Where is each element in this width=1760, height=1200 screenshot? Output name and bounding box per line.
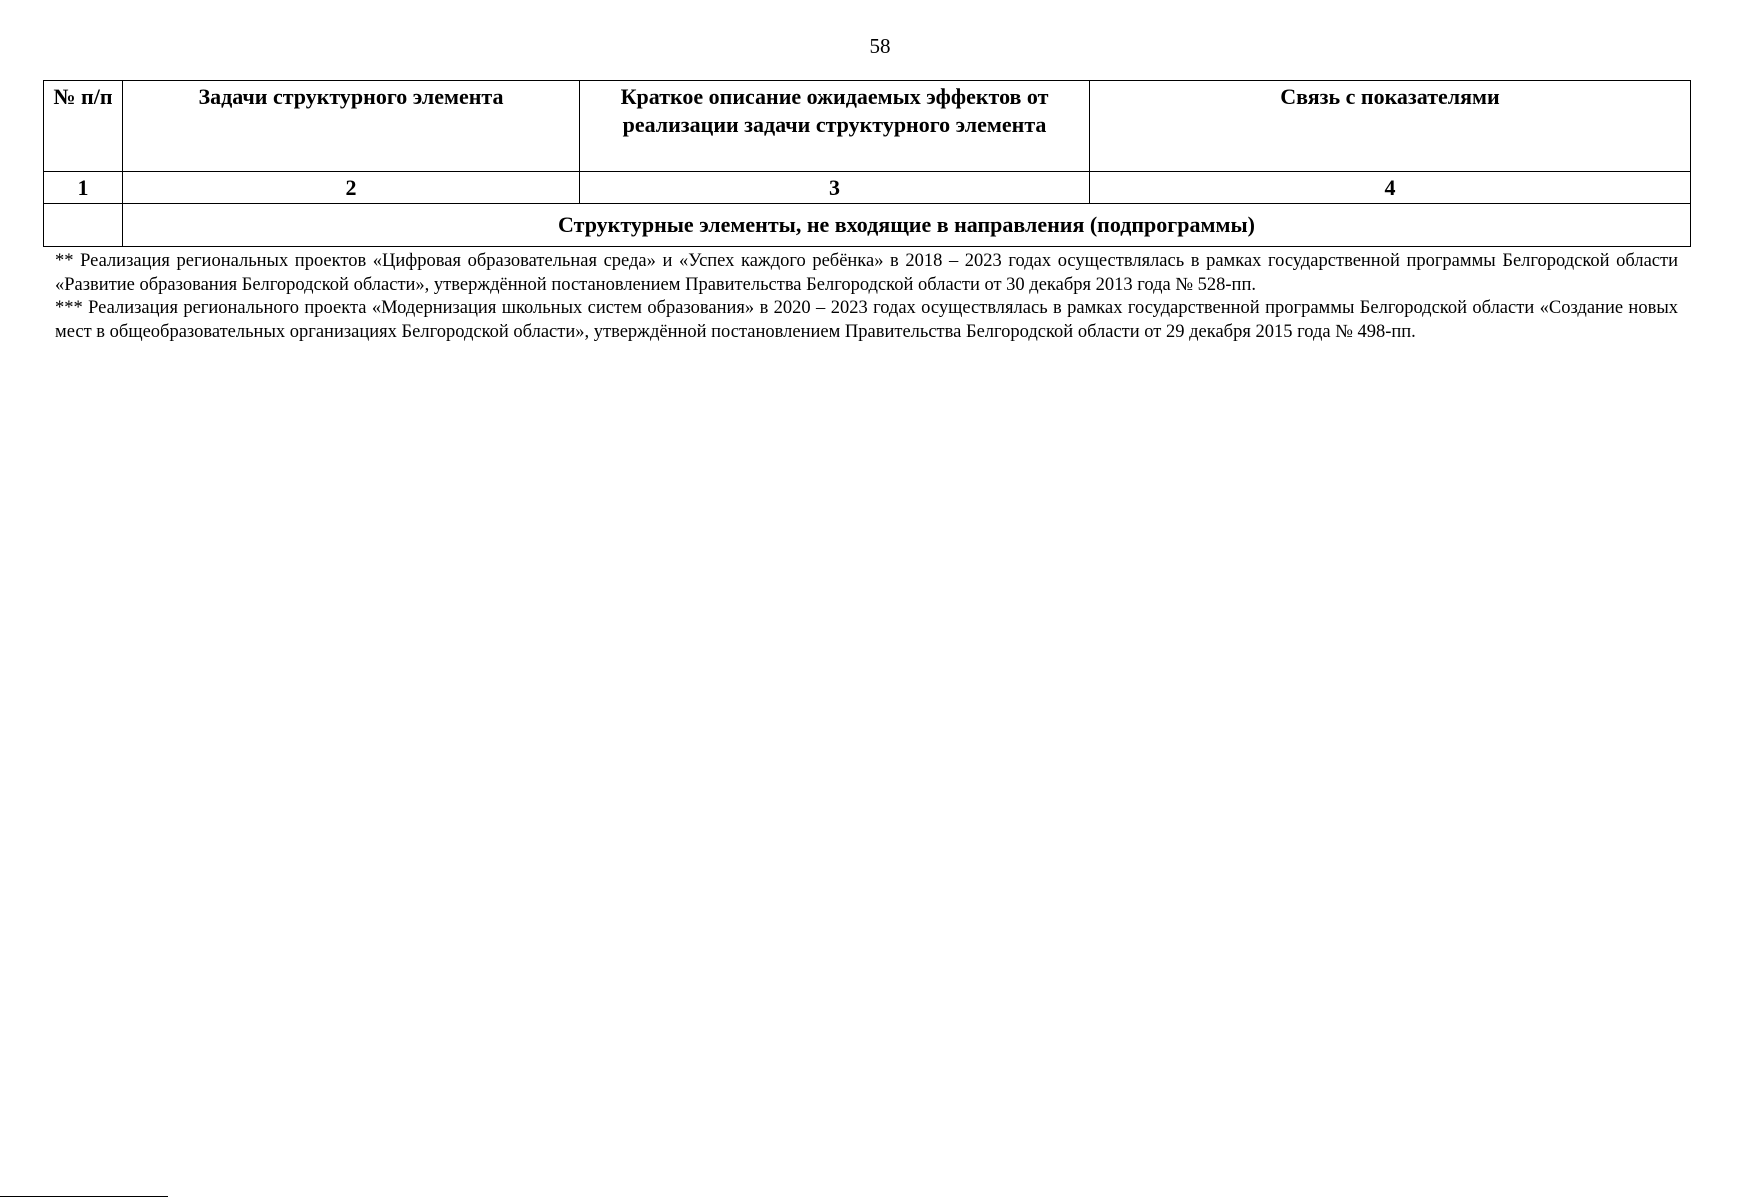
header-indicators: Связь с показателями <box>1090 81 1691 172</box>
footnote-double-asterisk: ** Реализация региональных проектов «Цифровая образовательная среда» и «Успех каждого ребёнка» в 2018 – 2023 годах осуществлялась в рамках государственной программы Белгородской области «Развитие образования Белгородской области», утверждённой постановлением Правительства Белгородской области от 30 декабря 2013 года № 528-пп. <box>55 251 1678 295</box>
section-title: Структурные элементы, не входящие в направления (подпрограммы) <box>123 204 1691 247</box>
section-row <box>44 204 1691 247</box>
header-effects: Краткое описание ожидаемых эффектов от реализации задачи структурного элемента <box>580 81 1090 172</box>
structural-elements-table <box>43 80 1691 247</box>
column-number: 4 <box>1090 172 1691 204</box>
table-header-row <box>44 81 1691 172</box>
bottom-left-rule <box>0 1196 168 1197</box>
header-tasks: Задачи структурного элемента <box>123 81 580 172</box>
footnote-triple-asterisk: *** Реализация регионального проекта «Модернизация школьных систем образования» в 2020 – 2023 годах осуществлялась в рамках государственной программы Белгородской области «Создание новых мест в общеобразовательных организациях Белгородской области», утверждённой постановлением Правительства Белгородской области от 29 декабря 2015 года № 498-пп. <box>55 298 1678 342</box>
column-number: 2 <box>123 172 580 204</box>
column-number-row <box>44 172 1691 204</box>
column-number: 1 <box>44 172 123 204</box>
header-number: № п/п <box>44 81 123 172</box>
column-number: 3 <box>580 172 1090 204</box>
page-number: 58 <box>869 34 891 58</box>
footnotes <box>55 250 1678 344</box>
section-empty-cell <box>44 204 123 247</box>
